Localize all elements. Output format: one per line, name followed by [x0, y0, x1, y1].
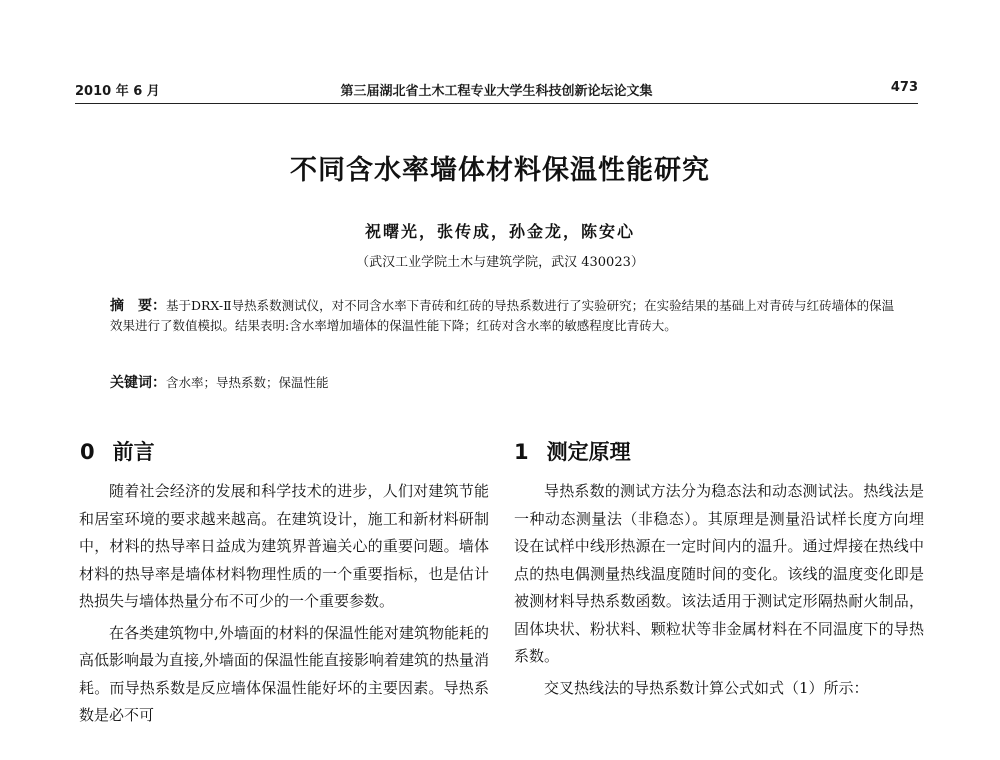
keywords-text: 含水率；导热系数；保温性能	[166, 375, 329, 390]
section-0-number: 0	[80, 440, 95, 464]
section-1-heading	[514, 436, 631, 466]
paper-authors: 祝曙光，张传成，孙金龙，陈安心	[364, 222, 635, 241]
running-header	[75, 78, 918, 100]
left-column	[79, 478, 489, 734]
section-0-title: 前言	[112, 440, 155, 464]
section-0-heading	[80, 436, 155, 466]
header-proceedings-title: 第三届湖北省土木工程专业大学生科技创新论坛论文集	[340, 84, 653, 99]
keywords	[110, 372, 895, 392]
header-date: 2010 年 6 月	[75, 84, 160, 99]
section-1-paragraph: 导热系数的测试方法分为稳态法和动态测试法。热线法是一种动态测量法（非稳态）。其原理是测量沿试样长度方向埋设在试样中线形热源在一定时间内的温升。通过焊接在热线中点的热电偶测量热线温度随时间的变化。该线的温度变化即是被测材料导热系数函数。该法适用于测试定形隔热耐火制品，固体块状、粉状料、颗粒状等非金属材料在不同温度下的导热系数。	[514, 482, 924, 665]
section-0-paragraph: 随着社会经济的发展和科学技术的进步，人们对建筑节能和居室环境的要求越来越高。在建筑设计，施工和新材料研制中，材料的热导率日益成为建筑界普遍关心的重要问题。墙体材料的热导率是墙体材料物理性质的一个重要指标，也是估计热损失与墙体热量分布不可少的一个重要参数。	[79, 482, 489, 610]
right-column	[514, 478, 924, 706]
paper-title: 不同含水率墙体材料保温性能研究	[290, 155, 710, 186]
abstract	[110, 296, 895, 335]
section-1-number: 1	[514, 440, 529, 464]
header-rule	[75, 103, 918, 104]
section-0-paragraph: 在各类建筑物中,外墙面的材料的保温性能对建筑物能耗的高低影响最为直接,外墙面的保温性能直接影响着建筑的热量消耗。而导热系数是反应墙体保温性能好坏的主要因素。导热系数是必不可	[79, 623, 489, 724]
section-1-paragraph: 交叉热线法的导热系数计算公式如式（1）所示：	[544, 678, 869, 697]
abstract-label: 摘 要：	[110, 298, 166, 314]
section-1-title: 测定原理	[546, 440, 631, 464]
paper-affiliation: （武汉工业学院土木与建筑学院，武汉 430023）	[356, 255, 644, 270]
keywords-label: 关键词：	[110, 375, 166, 391]
abstract-text: 基于DRX-Ⅱ导热系数测试仪，对不同含水率下青砖和红砖的导热系数进行了实验研究；在实验结果的基础上对青砖与红砖墙体的保温效果进行了数值模拟。结果表明:含水率增加墙体的保温性能下降；红砖对含水率的敏感程度比青砖大。	[110, 298, 895, 333]
header-page-number: 473	[890, 80, 918, 95]
